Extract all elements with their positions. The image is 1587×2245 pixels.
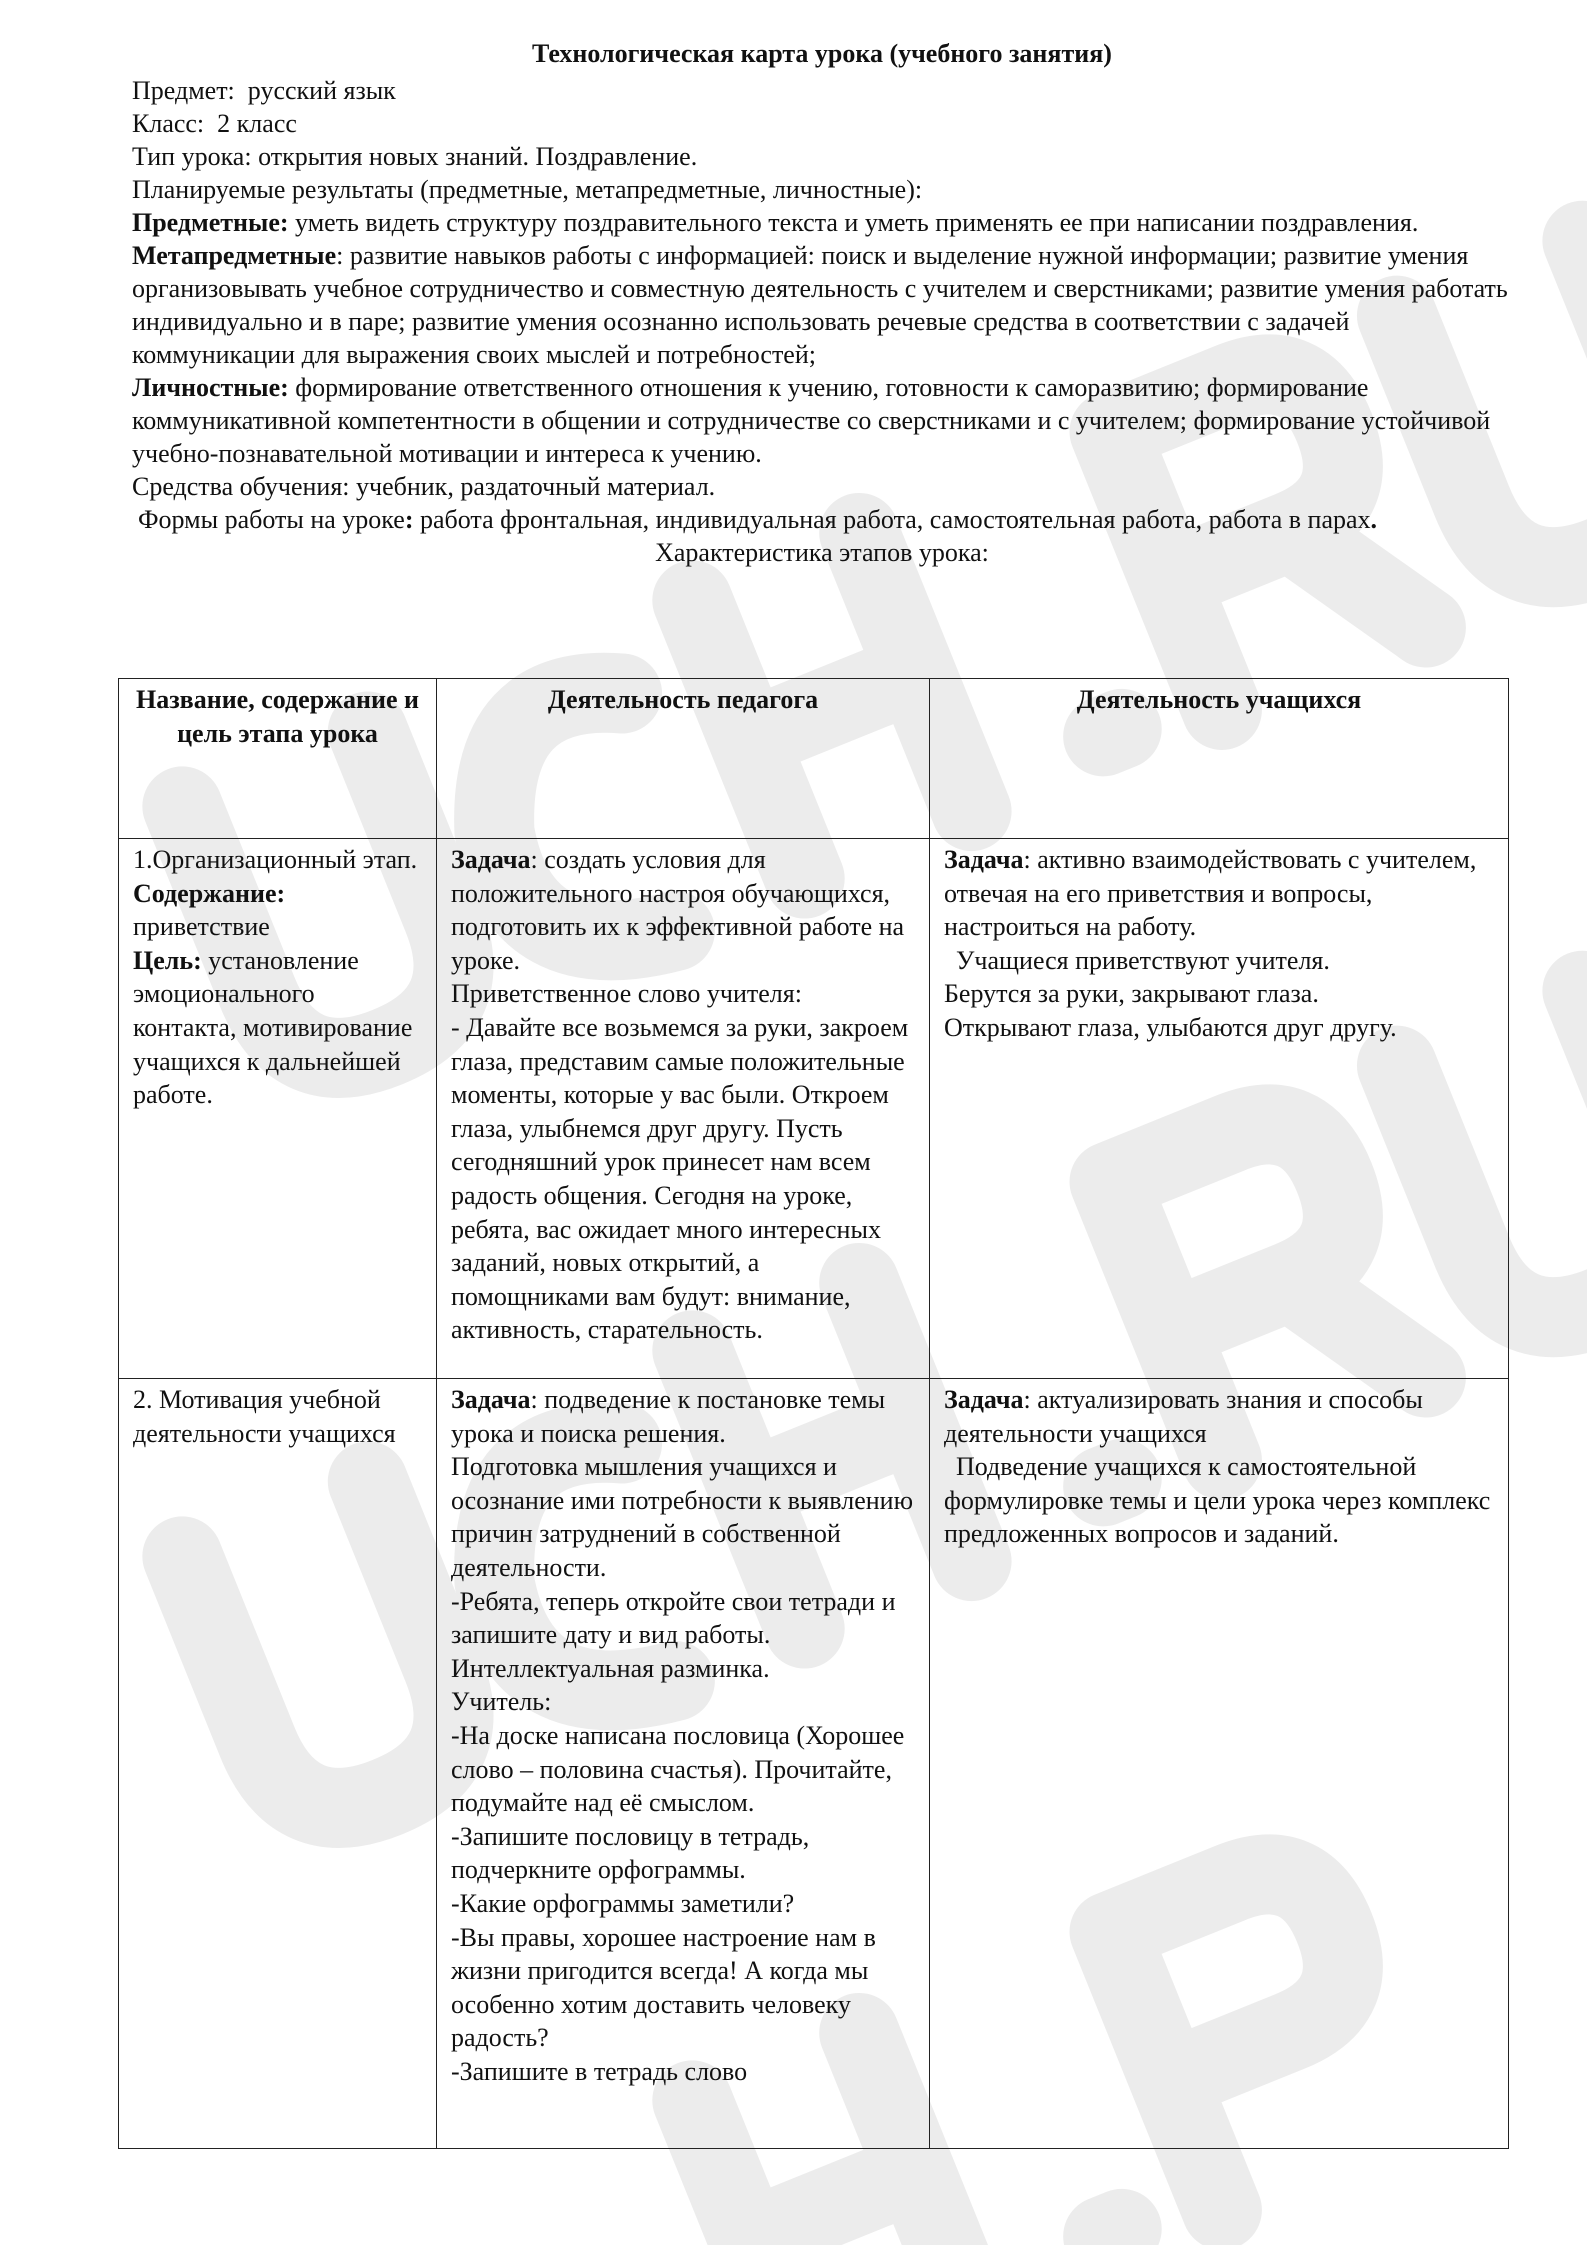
work-forms-colon: :: [404, 505, 414, 534]
teacher-task-label: Задача: [451, 1385, 531, 1414]
results-intro: Планируемые результаты (предметные, метапредметные, личностные):: [132, 175, 923, 204]
subject-value: русский язык: [247, 76, 396, 105]
meta-results-text: : развитие навыков работы с информацией: поиск и выделение нужной информации; развитие умения организовывать учебное сотрудничество и совместную деятельность с учителем и сверстниками; развитие умения работать индивидуально и в паре; развитие умения осознанно использовать речевые средства в соответствии с задачей коммуникации для выражения своих мыслей и потребностей;: [132, 241, 1508, 369]
class-label: Класс:: [132, 109, 205, 138]
teacher-text: -Запишите пословицу в тетрадь, подчеркните орфограммы.: [451, 1821, 810, 1885]
teacher-text: -На доске написана пословица (Хорошее слово – половина счастья). Прочитайте, подумайте над её смыслом.: [451, 1720, 905, 1818]
students-task-text: : актуализировать знания и способы деятельности учащихся: [944, 1385, 1423, 1448]
teacher-task: [451, 1383, 915, 1450]
teacher-text: - Давайте все возьмемся за руки, закроем глаза, представим самые положительные моменты, которые у вас были. Откроем глаза, улыбнемся друг другу. Пусть сегодняшний урок принесет нам всем радость общения. Сегодня на уроке, ребята, вас ожидает много интересных заданий, новых открытий, а помощниками вам будут: внимание, активность, старательность.: [451, 1012, 909, 1345]
stage-name: 1.Организационный этап.: [133, 845, 418, 874]
lesson-stages-table: [118, 678, 1509, 2149]
teacher-task: [451, 843, 915, 977]
students-cell: [930, 839, 1509, 1379]
students-task-label: Задача: [944, 1385, 1024, 1414]
personal-results: [132, 371, 1512, 470]
class-line: [132, 107, 1512, 140]
stage-name: 2. Мотивация учебной деятельности учащихся: [133, 1385, 396, 1448]
personal-results-text: формирование ответственного отношения к учению, готовности к саморазвитию; формирование коммуникативной компетентности в общении и сотрудничестве со сверстниками и с учителем; формирование устойчивой учебно-познавательной мотивации и интереса к учению.: [132, 373, 1491, 468]
work-forms-label: Формы работы на уроке: [138, 505, 405, 534]
subject-label: Предмет:: [132, 76, 235, 105]
teacher-text: -Ребята, теперь откройте свои тетради и запишите дату и вид работы.: [451, 1586, 896, 1650]
teacher-task-text: : подведение к постановке темы урока и поиска решения.: [451, 1385, 886, 1448]
teacher-cell: [437, 1379, 930, 2149]
table-header-row: [119, 679, 1509, 839]
students-task: [944, 1383, 1494, 1450]
table-row: [119, 839, 1509, 1379]
stage-content-label: Содержание:: [133, 878, 286, 908]
teacher-cell: [437, 839, 930, 1379]
subject-results-label: Предметные:: [132, 208, 289, 237]
teacher-text: -Запишите в тетрадь слово: [451, 2056, 748, 2086]
meta-results-label: Метапредметные: [132, 241, 337, 270]
students-task-label: Задача: [944, 845, 1024, 874]
subject-results: [132, 206, 1512, 239]
students-text: Учащиеся приветствуют учителя.: [956, 945, 1330, 975]
meta-results: [132, 239, 1512, 371]
column-header-teacher: Деятельность педагога: [437, 679, 930, 839]
personal-results-label: Личностные:: [132, 373, 289, 402]
stage-goal: [133, 944, 422, 1112]
stage-content: приветствие: [133, 912, 270, 942]
work-forms-text: работа фронтальная, индивидуальная работа, самостоятельная работа, работа в парах: [413, 505, 1371, 534]
students-text: Берутся за руки, закрывают глаза.: [944, 979, 1319, 1009]
stage-goal-text: установление эмоционального контакта, мотивирование учащихся к дальнейшей работе.: [133, 945, 413, 1110]
column-header-students: Деятельность учащихся: [930, 679, 1509, 839]
table-row: [119, 1379, 1509, 2149]
teacher-text: Учитель:: [451, 1687, 552, 1717]
stage-cell: [119, 839, 437, 1379]
teacher-text: Приветственное слово учителя:: [451, 979, 802, 1009]
students-task: [944, 843, 1494, 944]
subject-line: [132, 74, 1512, 107]
stage-cell: [119, 1379, 437, 2149]
column-header-stage: Название, содержание и цель этапа урока: [119, 679, 437, 839]
stage-goal-label: Цель:: [133, 945, 202, 975]
teacher-task-text: : создать условия для положительного настроя обучающихся, подготовить их к эффективной работе на уроке.: [451, 845, 905, 975]
teaching-means: Средства обучения: учебник, раздаточный материал.: [132, 472, 716, 501]
work-forms-end: .: [1370, 505, 1378, 534]
teacher-text: Подготовка мышления учащихся и осознание ими потребности к выявлению причин затруднений в собственной деятельности.: [451, 1452, 913, 1582]
work-forms: [132, 503, 1512, 536]
students-text: Подведение учащихся к самостоятельной формулировке темы и цели урока через комплекс предложенных вопросов и заданий.: [944, 1452, 1491, 1549]
stages-caption: Характеристика этапов урока:: [655, 538, 989, 567]
students-text: Открывают глаза, улыбаются друг другу.: [944, 1012, 1397, 1042]
students-cell: [930, 1379, 1509, 2149]
document-title: Технологическая карта урока (учебного занятия): [532, 39, 1112, 68]
students-task-text: : активно взаимодействовать с учителем, отвечая на его приветствия и вопросы, настроиться на работу.: [944, 845, 1477, 942]
teacher-text: -Вы правы, хорошее настроение нам в жизни пригодится всегда! А когда мы особенно хотим доставить человеку радость?: [451, 1922, 876, 2053]
teacher-text: Интеллектуальная разминка.: [451, 1653, 770, 1683]
teacher-task-label: Задача: [451, 845, 531, 874]
document-header: [132, 36, 1512, 569]
class-value: 2 класс: [217, 109, 297, 138]
teacher-text: -Какие орфограммы заметили?: [451, 1888, 795, 1918]
lesson-type: Тип урока: открытия новых знаний. Поздравление.: [132, 142, 698, 171]
subject-results-text: уметь видеть структуру поздравительного текста и уметь применять ее при написании поздравления.: [288, 208, 1419, 237]
